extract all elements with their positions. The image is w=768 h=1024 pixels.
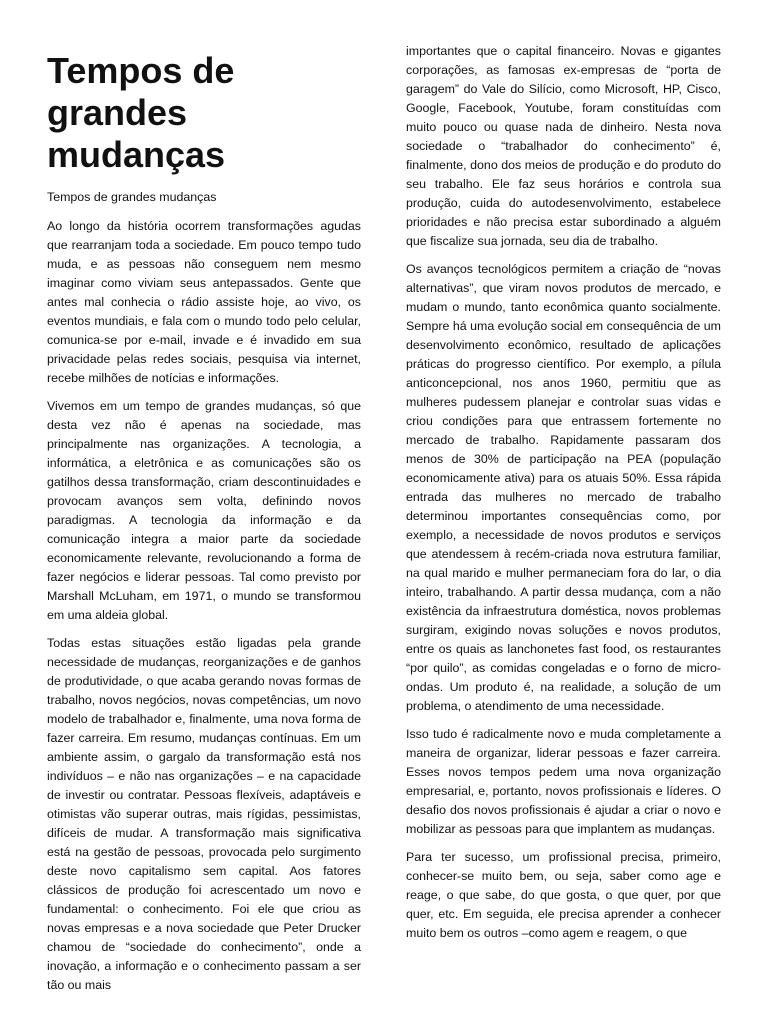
paragraph: Os avanços tecnológicos permitem a criação de “novas alternativas”, que viram novos produtos de mercado, e mudam o mundo, tanto econômica quanto socialmente. Sempre há uma evolução social em consequência de um desenvolvimento econômico, resultado de aplicações práticas do progresso científico. Por exemplo, a pílula anticoncepcional, nos anos 1960, permitiu que as mulheres pudessem planejar e controlar suas vidas e criou condições para que entrassem fortemente no mercado de trabalho. Rapidamente passaram dos menos de 30% de participação na PEA (população economicamente ativa) para os atuais 50%. Essa rápida entrada das mulheres no mercado de trabalho determinou importantes consequências como, por exemplo, a necessidade de novos produtos e serviços que atendessem à recém-criada nova estrutura familiar, na qual marido e mulher permaneciam fora do lar, o dia inteiro, trabalhando. A partir dessa mudança, com a não existência da infraestrutura doméstica, novos problemas surgiram, exigindo novas soluções e novos produtos, entre os quais as lanchonetes fast food, os restaurantes “por quilo”, as comidas congeladas e o forno de micro-ondas. Um produto é, na realidade, a solução de um problema, o atendimento de uma necessidade.: [406, 262, 721, 713]
paragraph: importantes que o capital financeiro. Novas e gigantes corporações, as famosas ex-empresas de “porta de garagem” do Vale do Silício, como Microsoft, HP, Cisco, Google, Facebook, Youtube, foram constituídas com muito pouco ou quase nada de dinheiro. Nesta nova sociedade o “trabalhador do conhecimento” é, finalmente, dono dos meios de produção e do produto do seu trabalho. Ele faz seus horários e controla sua produção, cuida do autodesenvolvimento, estabelece prioridades e não precisa estar subordinado a alguém que fiscalize sua jornada, seu dia de trabalho.: [406, 44, 721, 248]
section-subtitle: Tempos de grandes mudanças: [47, 190, 217, 204]
right-column: [406, 0, 721, 952]
paragraph: Para ter sucesso, um profissional precisa, primeiro, conhecer-se muito bem, ou seja, saber como age e reage, o que sabe, do que gosta, o que quer, por que quer, etc. Em seguida, ele precisa aprender a conhecer muito bem os outros –como agem e reagem, o que: [406, 850, 721, 940]
paragraph: Isso tudo é radicalmente novo e muda completamente a maneira de organizar, liderar pessoas e fazer carreira. Esses novos tempos pedem uma nova organização empresarial, e, portanto, novos profissionais e líderes. O desafio dos novos profissionais é ajudar a criar o novo e mobilizar as pessoas para que implantem as mudanças.: [406, 727, 721, 836]
page-title: Tempos de grandes mudanças: [47, 50, 235, 175]
left-column: [47, 0, 361, 1004]
paragraph: Todas estas situações estão ligadas pela grande necessidade de mudanças, reorganizações e de ganhos de produtividade, o que acaba gerando novas formas de trabalho, novos negócios, novas competências, um novo modelo de trabalhador e, finalmente, uma nova forma de fazer carreira. Em resumo, mudanças contínuas. Em um ambiente assim, o gargalo da transformação está nos indivíduos – e não nas organizações – e na capacidade de investir ou contratar. Pessoas flexíveis, adaptáveis e otimistas vão superar outras, mais rígidas, pessimistas, difíceis de mudar. A transformação mais significativa está na gestão de pessoas, provocada pelo surgimento deste novo capitalismo sem capital. Aos fatores clássicos de produção foi acrescentado um novo e fundamental: o conhecimento. Foi ele que criou as novas empresas e a nova sociedade que Peter Drucker chamou de “sociedade do conhecimento”, onde a inovação, a informação e o conhecimento passam a ser tão ou mais: [47, 636, 361, 992]
paragraph: Vivemos em um tempo de grandes mudanças, só que desta vez não é apenas na sociedade, mas principalmente nas organizações. A tecnologia, a informática, a eletrônica e as comunicações são os gatilhos dessa transformação, criam descontinuidades e provocam avanços sem volta, definindo novos paradigmas. A tecnologia da informação e da comunicação integra a maior parte da sociedade economicamente relevante, revolucionando a forma de fazer negócios e liderar pessoas. Tal como previsto por Marshall McLuham, em 1971, o mundo se transformou em uma aldeia global.: [47, 399, 361, 622]
paragraph: Ao longo da história ocorrem transformações agudas que rearranjam toda a sociedade. Em pouco tempo tudo muda, e as pessoas não conseguem nem mesmo imaginar como viviam seus antepassados. Gente que antes mal conhecia o rádio assiste hoje, ao vivo, os eventos mundiais, e fala com o mundo todo pelo celular, comunica-se por e-mail, invade e é invadido em sua privacidade pelas redes sociais, pesquisa via internet, recebe milhões de notícias e informações.: [47, 219, 361, 385]
